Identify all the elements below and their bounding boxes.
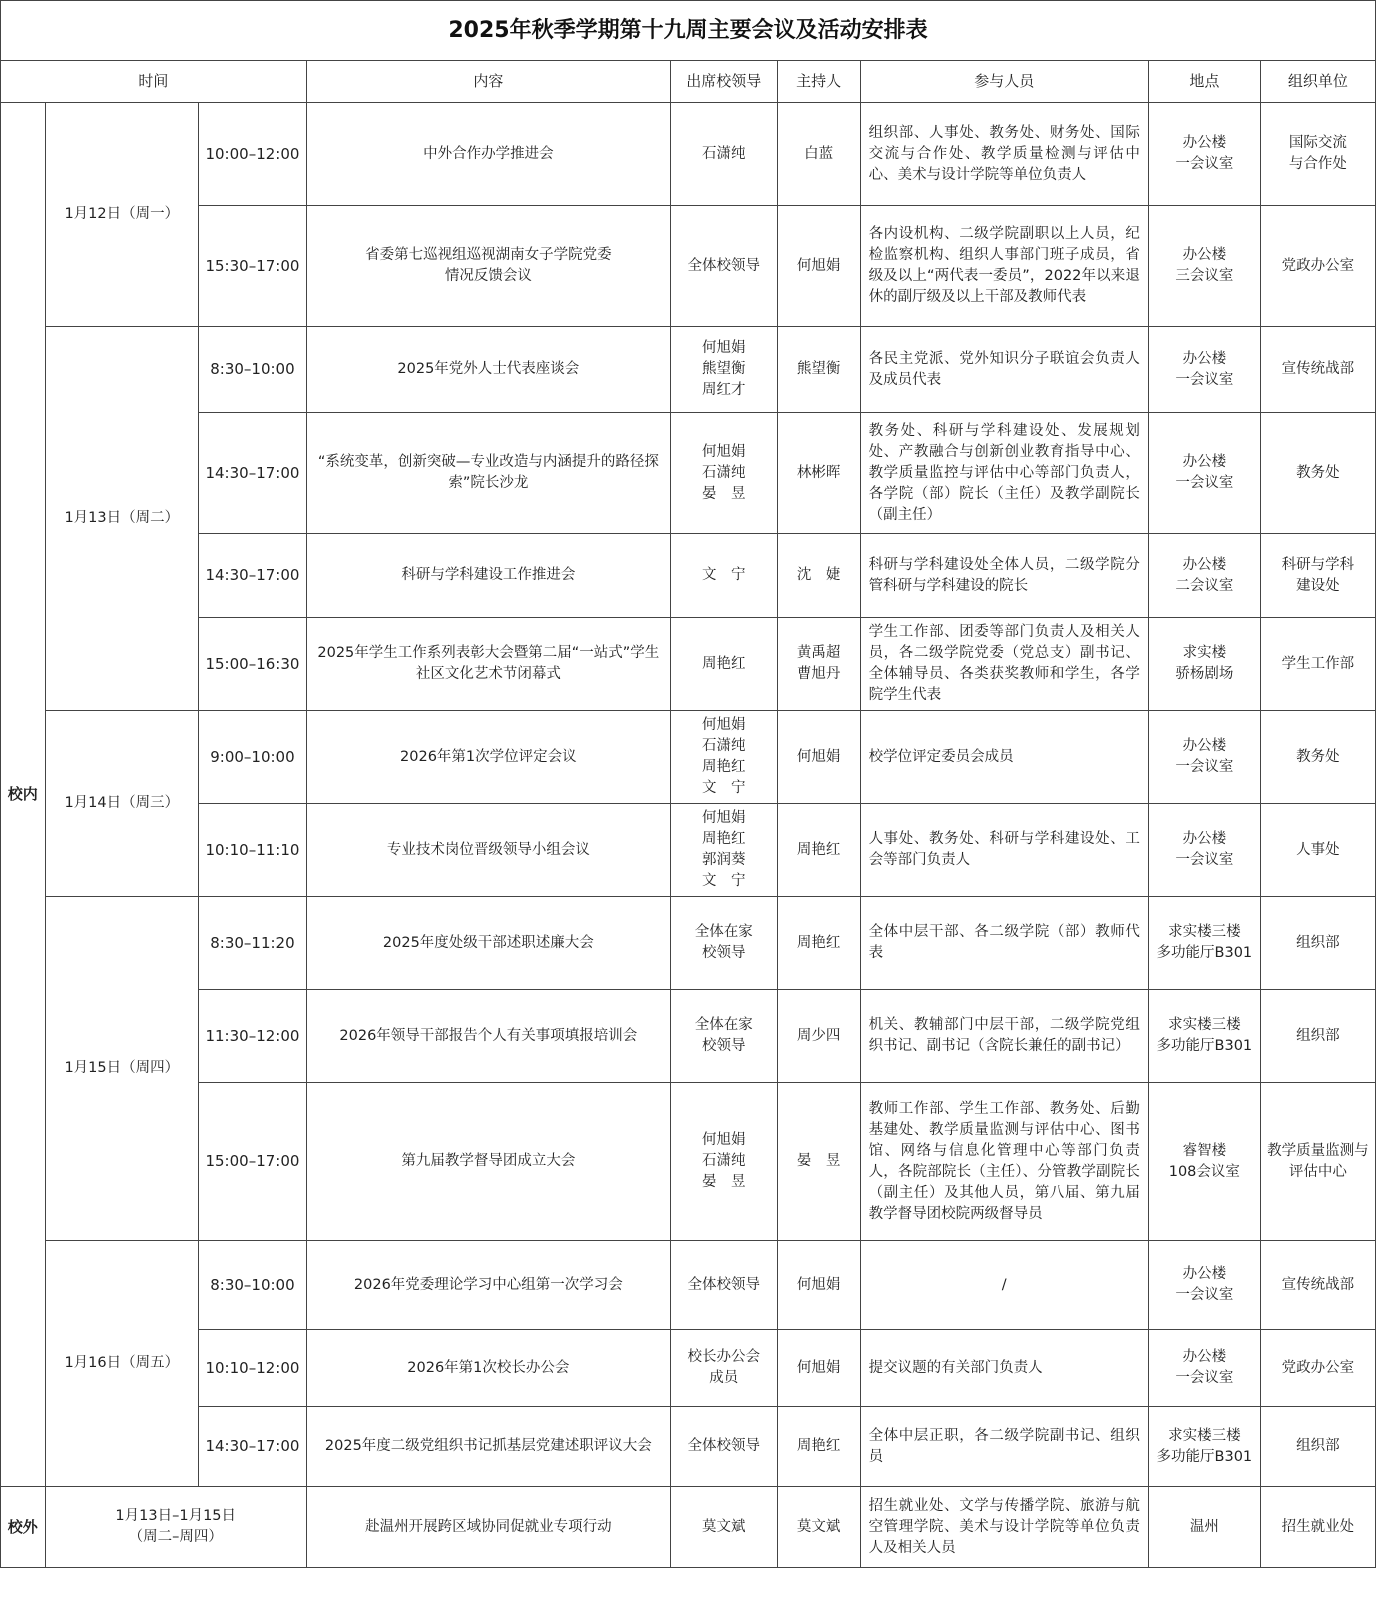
event-location: 睿智楼 108会议室 bbox=[1148, 1083, 1260, 1241]
table-row bbox=[1, 103, 1376, 206]
event-attendees: 科研与学科建设处全体人员，二级学院分管科研与学科建设的院长 bbox=[860, 534, 1148, 618]
event-host: 林彬晖 bbox=[777, 413, 860, 534]
time-slot: 15:30–17:00 bbox=[199, 206, 307, 327]
event-content: 科研与学科建设工作推进会 bbox=[306, 534, 670, 618]
event-leader: 何旭娟 熊望衡 周红才 bbox=[670, 327, 777, 413]
event-host: 周艳红 bbox=[777, 804, 860, 897]
event-location: 办公楼 一会议室 bbox=[1148, 804, 1260, 897]
header-content: 内容 bbox=[306, 61, 670, 103]
event-location: 办公楼 一会议室 bbox=[1148, 413, 1260, 534]
time-slot: 11:30–12:00 bbox=[199, 990, 307, 1083]
event-attendees: 全体中层正职，各二级学院副书记、组织员 bbox=[860, 1407, 1148, 1487]
event-organizer: 学生工作部 bbox=[1260, 618, 1375, 711]
event-content: 2025年度处级干部述职述廉大会 bbox=[306, 897, 670, 990]
event-content: “系统变革，创新突破—专业改造与内涵提升的路径探索”院长沙龙 bbox=[306, 413, 670, 534]
event-organizer: 组织部 bbox=[1260, 990, 1375, 1083]
table-row bbox=[1, 1330, 1376, 1407]
event-host: 莫文斌 bbox=[777, 1487, 860, 1568]
event-location: 求实楼三楼 多功能厅B301 bbox=[1148, 990, 1260, 1083]
outside-time: 1月13日–1月15日 （周二–周四） bbox=[45, 1487, 306, 1568]
event-content: 2026年第1次学位评定会议 bbox=[306, 711, 670, 804]
event-host: 何旭娟 bbox=[777, 711, 860, 804]
event-host: 白蓝 bbox=[777, 103, 860, 206]
event-leader: 全体在家 校领导 bbox=[670, 990, 777, 1083]
event-attendees: 人事处、教务处、科研与学科建设处、工会等部门负责人 bbox=[860, 804, 1148, 897]
header-location: 地点 bbox=[1148, 61, 1260, 103]
time-slot: 15:00–16:30 bbox=[199, 618, 307, 711]
table-row bbox=[1, 534, 1376, 618]
event-location: 办公楼 一会议室 bbox=[1148, 103, 1260, 206]
event-attendees: / bbox=[860, 1241, 1148, 1330]
event-host: 黄禹超 曹旭丹 bbox=[777, 618, 860, 711]
event-content: 专业技术岗位晋级领导小组会议 bbox=[306, 804, 670, 897]
time-slot: 15:00–17:00 bbox=[199, 1083, 307, 1241]
event-leader: 莫文斌 bbox=[670, 1487, 777, 1568]
schedule-table bbox=[0, 60, 1376, 1568]
event-organizer: 组织部 bbox=[1260, 897, 1375, 990]
time-slot: 10:00–12:00 bbox=[199, 103, 307, 206]
header-leader: 出席校领导 bbox=[670, 61, 777, 103]
event-leader: 何旭娟 石潇纯 晏 昱 bbox=[670, 413, 777, 534]
event-organizer: 党政办公室 bbox=[1260, 206, 1375, 327]
event-content: 2025年学生工作系列表彰大会暨第二届“一站式”学生社区文化艺术节闭幕式 bbox=[306, 618, 670, 711]
event-organizer: 组织部 bbox=[1260, 1407, 1375, 1487]
day-label: 1月12日（周一） bbox=[45, 103, 198, 327]
event-attendees: 各内设机构、二级学院副职以上人员，纪检监察机构、组织人事部门班子成员，省级及以上“两代表一委员”，2022年以来退休的副厅级及以上干部及教师代表 bbox=[860, 206, 1148, 327]
event-content: 2025年党外人士代表座谈会 bbox=[306, 327, 670, 413]
document-title: 2025年秋季学期第十九周主要会议及活动安排表 bbox=[0, 0, 1376, 60]
event-organizer: 教务处 bbox=[1260, 711, 1375, 804]
event-leader: 校长办公会 成员 bbox=[670, 1330, 777, 1407]
event-leader: 全体在家 校领导 bbox=[670, 897, 777, 990]
time-slot: 8:30–10:00 bbox=[199, 1241, 307, 1330]
event-attendees: 提交议题的有关部门负责人 bbox=[860, 1330, 1148, 1407]
event-content: 赴温州开展跨区域协同促就业专项行动 bbox=[306, 1487, 670, 1568]
event-content: 2026年第1次校长办公会 bbox=[306, 1330, 670, 1407]
event-organizer: 招生就业处 bbox=[1260, 1487, 1375, 1568]
time-slot: 14:30–17:00 bbox=[199, 1407, 307, 1487]
header-attendees: 参与人员 bbox=[860, 61, 1148, 103]
event-attendees: 各民主党派、党外知识分子联谊会负责人及成员代表 bbox=[860, 327, 1148, 413]
table-row bbox=[1, 1407, 1376, 1487]
day-label: 1月13日（周二） bbox=[45, 327, 198, 711]
event-host: 晏 昱 bbox=[777, 1083, 860, 1241]
time-slot: 10:10–11:10 bbox=[199, 804, 307, 897]
table-row bbox=[1, 618, 1376, 711]
event-location: 求实楼 骄杨剧场 bbox=[1148, 618, 1260, 711]
event-organizer: 人事处 bbox=[1260, 804, 1375, 897]
event-location: 办公楼 一会议室 bbox=[1148, 1241, 1260, 1330]
event-organizer: 党政办公室 bbox=[1260, 1330, 1375, 1407]
event-leader: 全体校领导 bbox=[670, 1407, 777, 1487]
event-content: 省委第七巡视组巡视湖南女子学院党委 情况反馈会议 bbox=[306, 206, 670, 327]
event-attendees: 教务处、科研与学科建设处、发展规划处、产教融合与创新创业教育指导中心、教学质量监控与评估中心等部门负责人，各学院（部）院长（主任）及教学副院长（副主任） bbox=[860, 413, 1148, 534]
event-attendees: 招生就业处、文学与传播学院、旅游与航空管理学院、美术与设计学院等单位负责人及相关人员 bbox=[860, 1487, 1148, 1568]
day-label: 1月14日（周三） bbox=[45, 711, 198, 897]
event-location: 求实楼三楼 多功能厅B301 bbox=[1148, 1407, 1260, 1487]
event-leader: 全体校领导 bbox=[670, 206, 777, 327]
time-slot: 8:30–11:20 bbox=[199, 897, 307, 990]
time-slot: 9:00–10:00 bbox=[199, 711, 307, 804]
time-slot: 8:30–10:00 bbox=[199, 327, 307, 413]
event-host: 周艳红 bbox=[777, 1407, 860, 1487]
event-host: 何旭娟 bbox=[777, 206, 860, 327]
event-leader: 石潇纯 bbox=[670, 103, 777, 206]
event-content: 2025年度二级党组织书记抓基层党建述职评议大会 bbox=[306, 1407, 670, 1487]
table-row bbox=[1, 711, 1376, 804]
header-organizer: 组织单位 bbox=[1260, 61, 1375, 103]
event-content: 中外合作办学推进会 bbox=[306, 103, 670, 206]
event-attendees: 校学位评定委员会成员 bbox=[860, 711, 1148, 804]
event-organizer: 科研与学科 建设处 bbox=[1260, 534, 1375, 618]
table-row bbox=[1, 804, 1376, 897]
event-content: 2026年领导干部报告个人有关事项填报培训会 bbox=[306, 990, 670, 1083]
event-host: 沈 婕 bbox=[777, 534, 860, 618]
event-host: 何旭娟 bbox=[777, 1241, 860, 1330]
header-row bbox=[1, 61, 1376, 103]
table-row bbox=[1, 897, 1376, 990]
time-slot: 10:10–12:00 bbox=[199, 1330, 307, 1407]
event-leader: 何旭娟 石潇纯 周艳红 文 宁 bbox=[670, 711, 777, 804]
event-leader: 全体校领导 bbox=[670, 1241, 777, 1330]
time-slot: 14:30–17:00 bbox=[199, 534, 307, 618]
event-organizer: 宣传统战部 bbox=[1260, 327, 1375, 413]
table-row bbox=[1, 327, 1376, 413]
event-leader: 文 宁 bbox=[670, 534, 777, 618]
day-label: 1月16日（周五） bbox=[45, 1241, 198, 1487]
event-content: 2026年党委理论学习中心组第一次学习会 bbox=[306, 1241, 670, 1330]
table-row bbox=[1, 1241, 1376, 1330]
day-label: 1月15日（周四） bbox=[45, 897, 198, 1241]
campus-label-outside: 校外 bbox=[1, 1487, 46, 1568]
event-location: 办公楼 一会议室 bbox=[1148, 327, 1260, 413]
event-leader: 周艳红 bbox=[670, 618, 777, 711]
event-content: 第九届教学督导团成立大会 bbox=[306, 1083, 670, 1241]
table-row bbox=[1, 990, 1376, 1083]
event-attendees: 教师工作部、学生工作部、教务处、后勤基建处、教学质量监测与评估中心、图书馆、网络与信息化管理中心等部门负责人，各院部院长（主任）、分管教学副院长（副主任）及其他人员，第八届、第九届教学督导团校院两级督导员 bbox=[860, 1083, 1148, 1241]
event-location: 温州 bbox=[1148, 1487, 1260, 1568]
event-host: 周艳红 bbox=[777, 897, 860, 990]
event-attendees: 学生工作部、团委等部门负责人及相关人员，各二级学院党委（党总支）副书记、全体辅导员、各类获奖教师和学生，各学院学生代表 bbox=[860, 618, 1148, 711]
event-host: 熊望衡 bbox=[777, 327, 860, 413]
event-location: 办公楼 二会议室 bbox=[1148, 534, 1260, 618]
time-slot: 14:30–17:00 bbox=[199, 413, 307, 534]
event-organizer: 教务处 bbox=[1260, 413, 1375, 534]
event-location: 办公楼 一会议室 bbox=[1148, 1330, 1260, 1407]
event-location: 办公楼 三会议室 bbox=[1148, 206, 1260, 327]
event-location: 求实楼三楼 多功能厅B301 bbox=[1148, 897, 1260, 990]
event-organizer: 国际交流 与合作处 bbox=[1260, 103, 1375, 206]
event-leader: 何旭娟 石潇纯 晏 昱 bbox=[670, 1083, 777, 1241]
campus-label: 校内 bbox=[1, 103, 46, 1487]
event-leader: 何旭娟 周艳红 郭润葵 文 宁 bbox=[670, 804, 777, 897]
event-attendees: 组织部、人事处、教务处、财务处、国际交流与合作处、教学质量检测与评估中心、美术与设计学院等单位负责人 bbox=[860, 103, 1148, 206]
table-row-outside bbox=[1, 1487, 1376, 1568]
event-location: 办公楼 一会议室 bbox=[1148, 711, 1260, 804]
event-attendees: 机关、教辅部门中层干部，二级学院党组织书记、副书记（含院长兼任的副书记） bbox=[860, 990, 1148, 1083]
event-organizer: 教学质量监测与 评估中心 bbox=[1260, 1083, 1375, 1241]
table-row bbox=[1, 206, 1376, 327]
event-host: 周少四 bbox=[777, 990, 860, 1083]
header-time: 时间 bbox=[1, 61, 307, 103]
table-row bbox=[1, 413, 1376, 534]
table-row bbox=[1, 1083, 1376, 1241]
event-attendees: 全体中层干部、各二级学院（部）教师代表 bbox=[860, 897, 1148, 990]
event-organizer: 宣传统战部 bbox=[1260, 1241, 1375, 1330]
schedule-body bbox=[1, 103, 1376, 1568]
event-host: 何旭娟 bbox=[777, 1330, 860, 1407]
header-host: 主持人 bbox=[777, 61, 860, 103]
